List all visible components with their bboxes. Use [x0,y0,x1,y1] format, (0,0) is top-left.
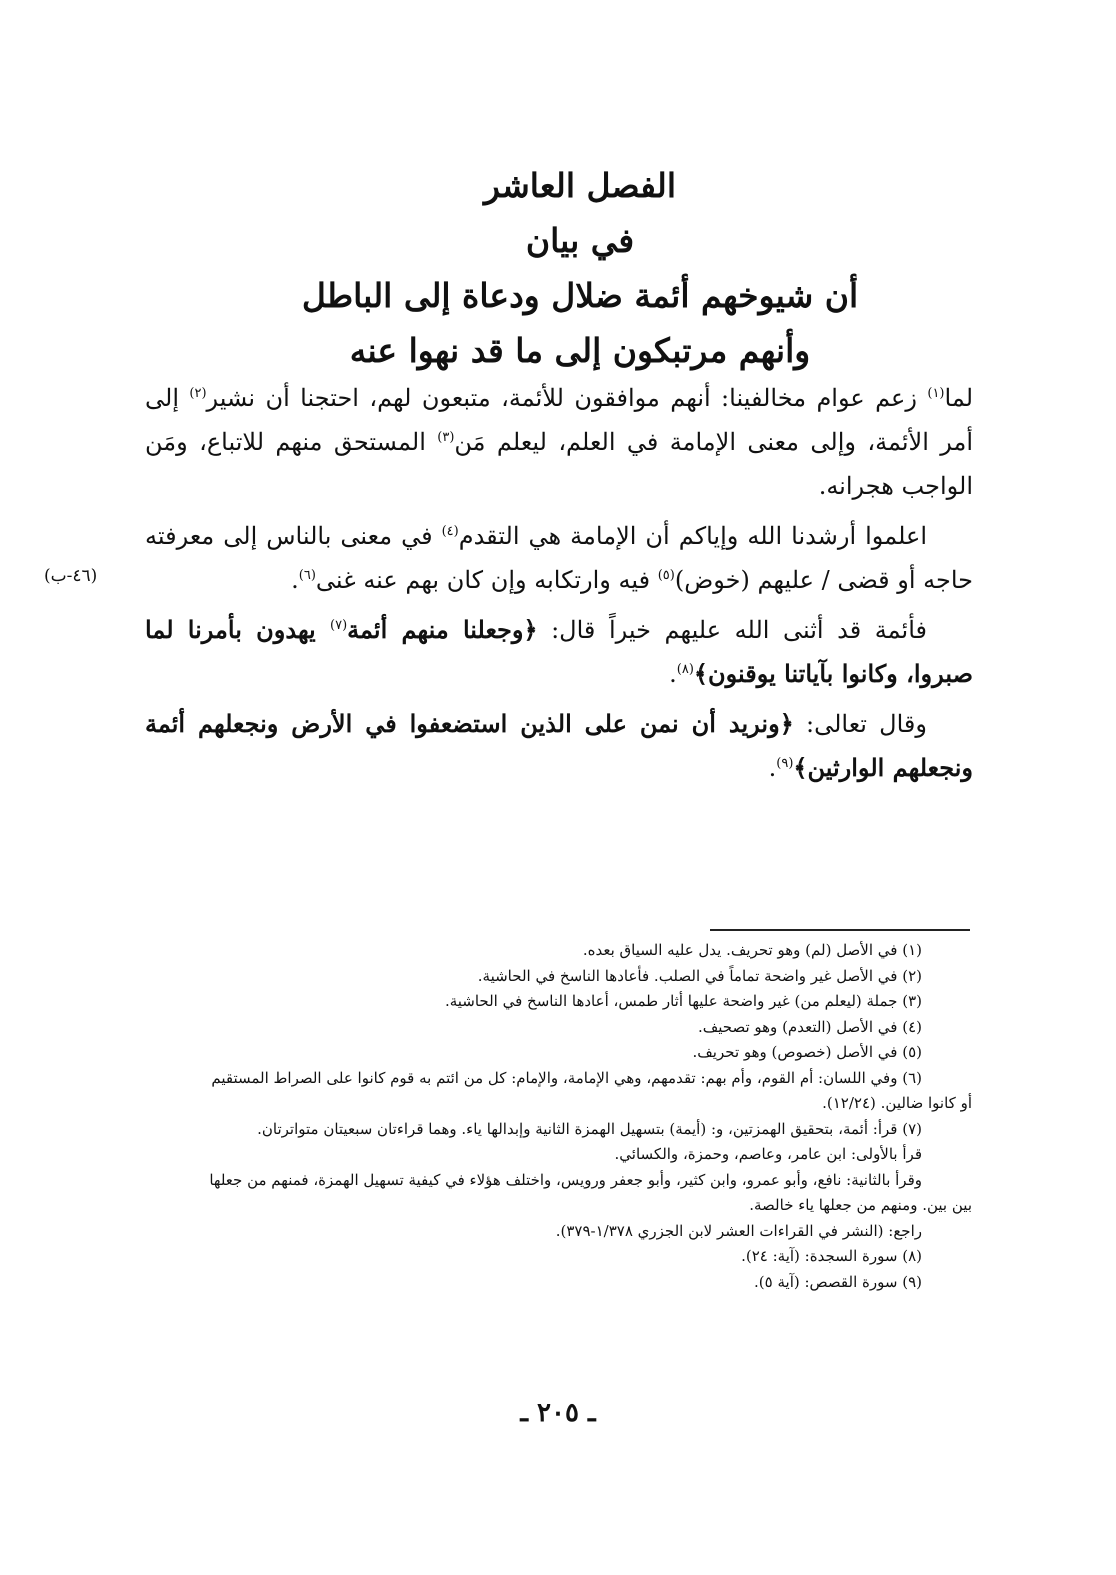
footnote-ref: (٢) [189,386,207,401]
footnote-ref: (١) [927,386,945,401]
footnote-7-readers-1: قرأ بالأولى: ابن عامر، وعاصم، وحمزة، والكسائي. [614,1145,922,1163]
quran-quote: يهدون بأمرنا لما صبروا، وكانوا بآياتنا يوقنون﴾ [145,615,973,688]
footnote-ref: (٩) [776,756,794,771]
text-run: . [669,660,677,688]
page-number: ـ ٢٠٥ ـ [520,1398,596,1428]
text-run: وقال تعالى: [793,710,927,738]
footnote-8: (٨) سورة السجدة: (آية: ٢٤). [741,1247,922,1265]
footnote-ref: (٥) [657,568,675,583]
footnote-9: (٩) سورة القصص: (آية ٥). [754,1272,922,1291]
text-run: في معنى بالناس إلى معرفته حاجه أو قضى / عليهم (خوض) [145,522,973,594]
footnote-ref: (٤) [441,524,459,539]
quran-quote: ﴿وجعلنا منهم أئمة [347,615,538,644]
footnote-divider [710,929,970,931]
paragraph-2 [145,514,973,602]
text-run: فأئمة قد أثنى الله عليهم خيراً قال: [537,616,927,644]
chapter-subtitle-3: وأنهم مرتبكون إلى ما قد نهوا عنه [349,331,811,370]
footnote-ref: (٨) [676,662,694,677]
footnote-7-continued: بين بين. ومنهم من جعلها ياء خالصة. [749,1196,972,1214]
footnote-ref: (٦) [298,568,316,583]
footnote-1: (١) في الأصل (لم) وهو تحريف. يدل عليه السياق بعده. [582,941,922,959]
text-run: اعلموا أرشدنا الله وإياكم أن الإمامة هي التقدم [458,522,927,550]
text-run: . [291,566,299,594]
footnote-6: (٦) وفي اللسان: أم القوم، وأم بهم: تقدمهم، وهي الإمامة، والإمام: كل من ائتم به قوم كانوا على الصراط المستقيم [211,1068,922,1087]
main-text [145,376,973,796]
text-run: فيه وارتكابه وإن كان بهم عنه غنى [315,566,658,594]
footnote-ref: (٧) [330,618,348,633]
footnote-7-readers-2: وقرأ بالثانية: نافع، وأبو عمرو، وابن كثير، وأبو جعفر ورويس، واختلف هؤلاء في كيفية تسهيل الهمزة، فمنهم من جعلها [209,1170,922,1189]
chapter-subtitle-2: أن شيوخهم أئمة ضلال ودعاة إلى الباطل [301,276,859,315]
footnote-5: (٥) في الأصل (خصوص) وهو تحريف. [692,1043,922,1061]
chapter-subtitle-1: في بيان [525,221,635,260]
quran-quote: ﴿ونريد أن نمن على الذين استضعفوا في الأرض ونجعلهم أئمة ونجعلهم الوارثين﴾ [145,709,973,782]
footnote-4: (٤) في الأصل (التعدم) وهو تصحيف. [697,1017,922,1036]
footnote-3: (٣) جملة (ليعلم من) غير واضحة عليها أثار طمس، أعادها الناسخ في الحاشية. [444,992,922,1010]
text-run: المستحق منهم للاتباع، ومَن الواجب هجرانه. [145,428,973,500]
footnote-6-continued: أو كانوا ضالين. (١٢/٢٤). [822,1094,972,1112]
footnotes [140,938,972,1295]
paragraph-1 [145,376,973,508]
footnote-ref: (٣) [437,430,455,445]
text-run: زعم عوام مخالفينا: أنهم موافقون للأئمة، متبعون لهم، احتجنا أن نشير [206,384,928,412]
chapter-title: الفصل العاشر [483,166,677,205]
footnote-2: (٢) في الأصل غير واضحة تماماً في الصلب. فأعادها الناسخ في الحاشية. [477,966,922,985]
paragraph-4 [145,702,973,790]
chapter-heading [200,158,960,378]
text-run: لما [944,384,973,412]
text-run: . [768,754,777,782]
text-run: إلى أمر الأئمة، وإلى معنى الإمامة في العلم، ليعلم مَن [145,384,973,456]
manuscript-folio-note: (٤٦-ب) [44,566,98,586]
footnote-7: (٧) قرأ: أئمة، بتحقيق الهمزتين، و: (أيمة) بتسهيل الهمزة الثانية وإبدالها ياء. وهما قراءتان سبعيتان متواترتان. [257,1119,922,1138]
footnote-7-reference: راجع: (النشر في القراءات العشر لابن الجزري ١/٣٧٨-٣٧٩). [555,1221,922,1240]
paragraph-3 [145,608,973,696]
